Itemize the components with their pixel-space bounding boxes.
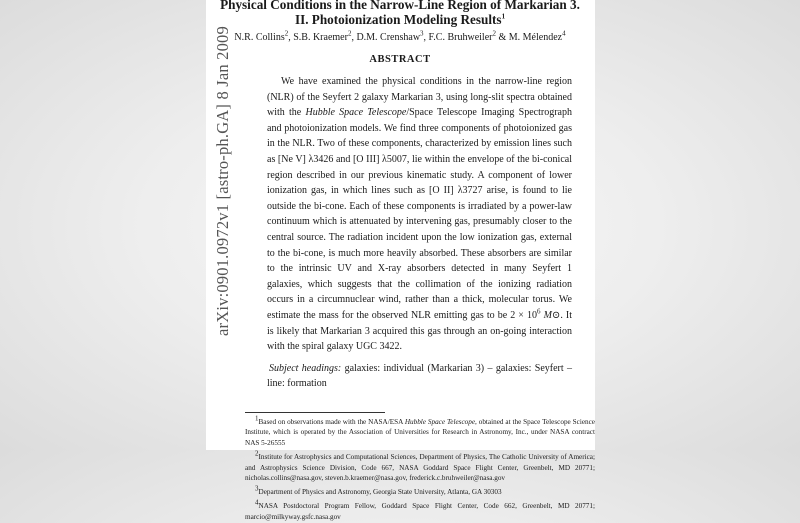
title-text: II. Photoionization Modeling Results <box>294 12 502 27</box>
subject-headings: Subject headings: galaxies: individual (Markarian 3) – galaxies: Seyfert – line: formation <box>267 362 572 390</box>
author: M. Mélendez$^4$ <box>508 29 566 43</box>
paper-title-line2 <box>200 12 600 27</box>
author: D.M. Crenshaw$^3$, <box>356 29 429 43</box>
author: S.B. Kraemer$^2$, <box>293 29 357 43</box>
footnote-1: $^1$Based on observations made with the NASA/ESA Hubble Space Telescope, obtained at the Space Telescope Science Institute, which is operated by the Association of Universities for Research in Astronomy, Inc., under NASA contract NAS 5-26555 <box>245 414 595 448</box>
author-list <box>200 31 600 45</box>
footnote-rule <box>245 412 385 413</box>
abstract-text: We have examined the physical conditions in the narrow-line region (NLR) of the Seyfert 2 galaxy Markarian 3, using long-slit spectra obtained with the Hubble Space Telescope/Space Telescope Imaging Spectrograph and photoionization models. We find three components of photoionized gas in the NLR. Two of these components, characterized by emission lines such as [Ne V] λ3426 and [O III] λ5007, lie within the envelope of the bi-conical region described in our previous kinematic study. A component of lower ionization gas, in which lines such as [O II] λ3727 arise, is found to lie outside the bi-cone. Each of these components is irradiated by a power-law continuum which is attenuated by intervening gas, presumably closer to the central source. The radiation incident upon the low ionization gas, external to the bi-cone, is much more heavily absorbed. These absorbers are similar to the intrinsic UV and X-ray absorbers detected in many Seyfert 1 galaxies, which suggests that the collimation of the ionizing radiation occurs in a circumnuclear wind, rather than a thick, molecular torus. We estimate the mass for the observed NLR emitting gas to be $2 \times 10^6$ M⊙. It is likely that Markarian 3 acquired this gas through an on-going interaction with the spiral galaxy UGC 3422. <box>267 76 573 353</box>
footnote-3: $^3$Department of Physics and Astronomy, Georgia State University, Atlanta, GA 30303 <box>255 484 502 497</box>
footnote-2: $^2$Institute for Astrophysics and Computational Sciences, Department of Physics, The Catholic University of America; and Astrophysics Science Division, Code 667, NASA Goddard Space Flight Center, Greenbelt, MD 20771; nicholas.collins@nasa.gov, steven.b.kraemer@nasa.gov, frederick.c.bruhweiler@nasa.gov <box>245 449 595 483</box>
author: N.R. Collins$^2$, <box>234 29 294 43</box>
author: F.C. Bruhweiler$^2$ & <box>428 29 509 43</box>
arxiv-stamp: arXiv:0901.0972v1 [astro-ph.GA] 8 Jan 2009 <box>213 26 232 336</box>
footnote-mark: 1 <box>501 12 506 21</box>
paper-title-line1: Physical Conditions in the Narrow-Line Region of Markarian 3. <box>220 0 580 12</box>
paper-content <box>200 0 600 523</box>
abstract-heading: ABSTRACT <box>369 54 431 65</box>
footnote-4: $^4$NASA Postdoctoral Program Fellow, Goddard Space Flight Center, Code 662, Greenbelt, MD 20771; marcio@milkyway.gsfc.nasa.gov <box>245 498 595 521</box>
